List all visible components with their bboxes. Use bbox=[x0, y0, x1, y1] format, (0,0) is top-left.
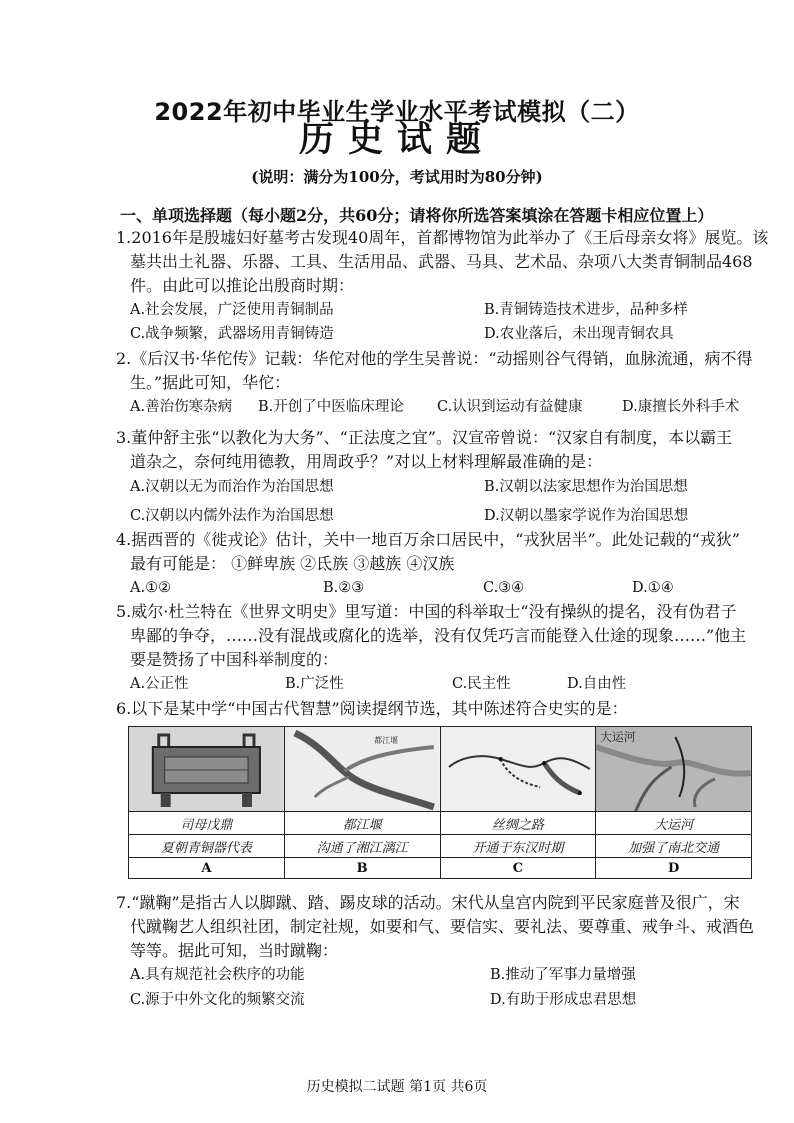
q3-option-a: A.汉朝以无为而治作为治国思想 bbox=[130, 479, 334, 495]
q1-option-d: D.农业落后，未出现青铜农具 bbox=[484, 326, 674, 342]
q5-line-2: 卑鄙的争夺，……没有混战或腐化的选举，没有仅凭巧言而能登入仕途的现象……”他主 bbox=[130, 626, 747, 645]
q1-line-3: 件。由此可以推论出殷商时期： bbox=[130, 276, 355, 295]
figure-letter-d: D bbox=[596, 858, 752, 879]
q5-option-c: C.民主性 bbox=[452, 676, 511, 692]
q3-option-c: C.汉朝以内儒外法作为治国思想 bbox=[130, 508, 334, 524]
figure-silkroad-image bbox=[440, 727, 596, 812]
dujiangyan-map-icon bbox=[285, 727, 440, 811]
q5-line-3: 要是赞扬了中国科举制度的： bbox=[130, 650, 339, 669]
figure-ding-image bbox=[129, 727, 285, 812]
figure-caption-b: 都江堰 bbox=[284, 812, 440, 835]
q3-option-b: B.汉朝以法家思想作为治国思想 bbox=[484, 479, 688, 495]
q7-option-d: D.有助于形成忠君思想 bbox=[490, 992, 637, 1008]
q6-figure-table bbox=[128, 726, 752, 879]
q5-option-a: A.公正性 bbox=[130, 676, 189, 692]
figure-note-b: 沟通了湘江漓江 bbox=[284, 835, 440, 858]
q5-option-d: D.自由性 bbox=[567, 676, 627, 692]
figure-caption-a: 司母戊鼎 bbox=[129, 812, 285, 835]
figure-canal-image bbox=[596, 727, 752, 812]
section-heading: 一、单项选择题（每小题2分，共60分；请将你所选答案填涂在答题卡相应位置上） bbox=[120, 206, 714, 225]
q6-line: 6.以下是某中学“中国古代智慧”阅读提纲节选，其中陈述符合史实的是： bbox=[116, 699, 628, 718]
q4-option-d: D.①④ bbox=[632, 580, 674, 596]
page-footer: 历史模拟二试题 第1页 共6页 bbox=[306, 1079, 488, 1095]
q1-option-c: C.战争频繁，武器场用青铜铸造 bbox=[130, 326, 334, 342]
q2-option-d: D.康擅长外科手术 bbox=[622, 399, 740, 415]
q7-option-c: C.源于中外文化的频繁交流 bbox=[130, 992, 305, 1008]
q1-option-b: B.青铜铸造技术进步，品种多样 bbox=[484, 302, 688, 318]
q2-line-2: 生。”据此可知，华佗： bbox=[130, 373, 291, 392]
q7-line-2: 代蹴鞠艺人组织社团，制定社规，如要和气、要信实、要礼法、要尊重、戒争斗、戒酒色 bbox=[130, 917, 755, 936]
figure-note-a: 夏朝青铜器代表 bbox=[129, 835, 285, 858]
grand-canal-map-icon bbox=[596, 727, 751, 811]
svg-text:都江堰: 都江堰 bbox=[374, 735, 398, 746]
figure-letter-a: A bbox=[129, 858, 285, 879]
figure-dujiangyan-image bbox=[284, 727, 440, 812]
q7-option-b: B.推动了军事力量增强 bbox=[490, 967, 636, 983]
q3-option-d: D.汉朝以墨家学说作为治国思想 bbox=[484, 508, 689, 524]
figure-letter-c: C bbox=[440, 858, 596, 879]
q2-option-c: C.认识到运动有益健康 bbox=[437, 399, 583, 415]
q7-line-1: 7.“蹴鞠”是指古人以脚蹴、踏、踢皮球的活动。宋代从皇宫内院到平民家庭普及很广，宋 bbox=[116, 893, 740, 912]
q3-line-2: 道杂之，奈何纯用德教，用周政乎？”对以上材料理解最准确的是： bbox=[130, 452, 603, 471]
q2-option-a: A.善治伤寒杂病 bbox=[130, 399, 233, 415]
bronze-ding-icon bbox=[129, 727, 284, 811]
q1-option-a: A.社会发展，广泛使用青铜制品 bbox=[130, 302, 334, 318]
q1-line-2: 墓共出土礼器、乐器、工具、生活用品、武器、马具、艺术品、杂项八大类青铜制品468 bbox=[130, 252, 753, 271]
q7-option-a: A.具有规范社会秩序的功能 bbox=[130, 967, 305, 983]
figure-caption-d: 大运河 bbox=[596, 812, 752, 835]
silk-road-map-icon bbox=[441, 727, 596, 811]
exam-note: (说明：满分为100分，考试用时为80分钟) bbox=[251, 168, 543, 186]
q5-line-1: 5.威尔·杜兰特在《世界文明史》里写道：中国的科举取士“没有操纵的提名，没有伪君子 bbox=[116, 602, 737, 621]
exam-title: 2022年初中毕业生学业水平考试模拟（二） bbox=[154, 98, 640, 126]
q4-line-1: 4.据西晋的《徙戎论》估计，关中一地百万余口居民中，“戎狄居半”。此处记载的“戎狄” bbox=[116, 530, 740, 549]
figure-note-c: 开通于东汉时期 bbox=[440, 835, 596, 858]
q5-option-b: B.广泛性 bbox=[285, 676, 344, 692]
q1-line-1: 1.2016年是殷墟妇好墓考古发现40周年，首都博物馆为此举办了《王后母亲女将》展览。该 bbox=[116, 228, 769, 247]
q3-line-1: 3.董仲舒主张“以教化为大务”、“正法度之宜”。汉宣帝曾说：“汉家自有制度，本以霸王 bbox=[116, 428, 733, 447]
figure-caption-c: 丝绸之路 bbox=[440, 812, 596, 835]
q2-line-1: 2.《后汉书·华佗传》记载：华佗对他的学生吴普说：“动摇则谷气得销，血脉流通，病不得 bbox=[116, 349, 753, 368]
q4-option-c: C.③④ bbox=[483, 580, 525, 596]
figure-note-d: 加强了南北交通 bbox=[596, 835, 752, 858]
subject-title: 历史试题 bbox=[298, 119, 495, 160]
figure-letter-b: B bbox=[284, 858, 440, 879]
q7-line-3: 等等。据此可知，当时蹴鞠： bbox=[130, 941, 339, 960]
q2-option-b: B.开创了中医临床理论 bbox=[258, 399, 404, 415]
q4-option-a: A.①② bbox=[130, 580, 172, 596]
canal-map-title: 大运河 bbox=[600, 729, 636, 745]
q4-line-2: 最有可能是： ①鲜卑族 ②氐族 ③越族 ④汉族 bbox=[130, 554, 455, 573]
q4-option-b: B.②③ bbox=[323, 580, 365, 596]
